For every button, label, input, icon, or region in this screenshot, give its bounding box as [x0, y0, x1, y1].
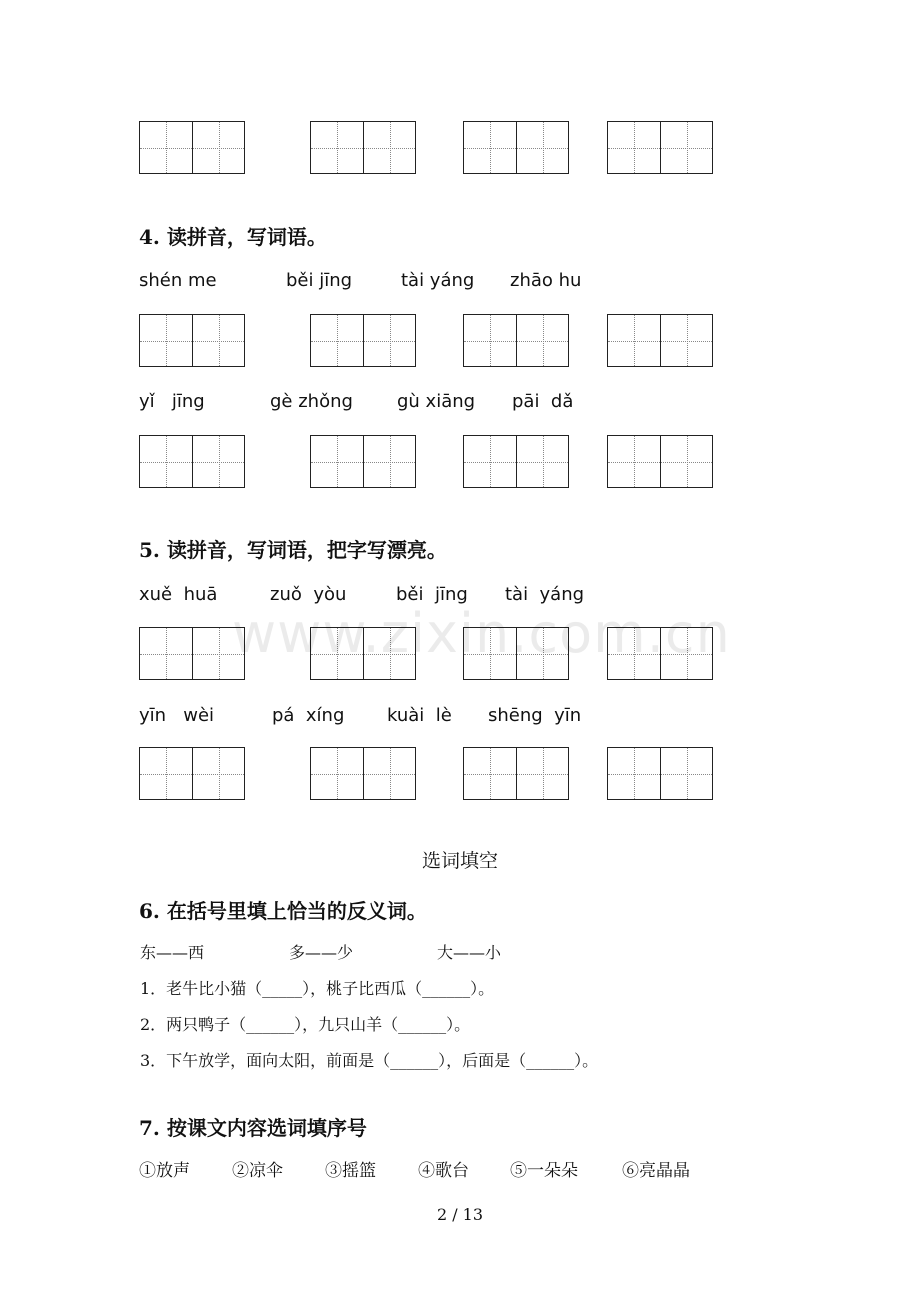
pinyin-label: běi jīng [286, 270, 353, 291]
question-5-title: 5. 读拼音，写词语，把字写漂亮。 [139, 538, 447, 562]
writing-cell [464, 748, 517, 799]
writing-grid [310, 747, 416, 800]
pinyin-label: yǐ jīng [139, 391, 205, 412]
writing-grid [139, 314, 245, 367]
writing-cell [517, 748, 568, 799]
pinyin-label: běi jīng [396, 584, 468, 605]
writing-cell [661, 122, 712, 173]
pinyin-label: pāi dǎ [512, 391, 574, 412]
writing-cell [608, 748, 661, 799]
question-4-title: 4. 读拼音，写词语。 [139, 225, 327, 249]
pinyin-label: kuài lè [387, 705, 452, 726]
writing-cell [608, 315, 661, 366]
writing-cell [140, 748, 193, 799]
writing-cell [140, 436, 193, 487]
antonym-pair: 多——少 [289, 943, 354, 962]
writing-grid [607, 435, 713, 488]
writing-cell [364, 315, 415, 366]
writing-grid [139, 627, 245, 680]
writing-grid [310, 314, 416, 367]
writing-cell [661, 315, 712, 366]
question-6-title: 6. 在括号里填上恰当的反义词。 [139, 899, 427, 923]
writing-cell [364, 436, 415, 487]
writing-cell [517, 122, 568, 173]
writing-grid [607, 747, 713, 800]
pinyin-label: xuě huā [139, 584, 218, 605]
writing-cell [661, 748, 712, 799]
antonym-pair: 大——小 [437, 943, 502, 962]
writing-cell [140, 122, 193, 173]
section-title: 选词填空 [421, 850, 498, 872]
pinyin-label: yīn wèi [139, 705, 215, 726]
writing-cell [311, 748, 364, 799]
option-item: ③摇篮 [325, 1161, 376, 1181]
watermark: www.zixin.com.cn [232, 602, 731, 665]
pinyin-label: gù xiāng [397, 391, 476, 412]
writing-cell [193, 315, 244, 366]
fill-in-line: 2．两只鸭子（______），九只山羊（______）。 [140, 1015, 471, 1034]
writing-grid [463, 435, 569, 488]
pinyin-label: pá xíng [272, 705, 345, 726]
pinyin-label: tài yáng [505, 584, 585, 605]
page-number: 2 / 13 [436, 1205, 484, 1224]
writing-grid [139, 747, 245, 800]
writing-grid [310, 435, 416, 488]
writing-grid [607, 314, 713, 367]
pinyin-label: zuǒ yòu [270, 584, 347, 605]
writing-cell [608, 122, 661, 173]
writing-cell [193, 436, 244, 487]
writing-grid [463, 121, 569, 174]
writing-cell [364, 748, 415, 799]
writing-cell [608, 436, 661, 487]
writing-grid [607, 121, 713, 174]
writing-cell [464, 315, 517, 366]
fill-in-line: 1．老牛比小猫（_____），桃子比西瓜（______）。 [140, 979, 495, 998]
writing-cell [311, 122, 364, 173]
writing-cell [140, 315, 193, 366]
writing-cell [311, 315, 364, 366]
writing-cell [193, 748, 244, 799]
pinyin-label: zhāo hu [510, 270, 582, 291]
pinyin-label: tài yáng [401, 270, 475, 291]
pinyin-label: shēng yīn [488, 705, 582, 726]
writing-cell [517, 436, 568, 487]
option-item: ⑤一朵朵 [510, 1161, 578, 1181]
writing-grid [310, 121, 416, 174]
writing-grid [463, 747, 569, 800]
option-item: ④歌台 [418, 1161, 469, 1181]
option-item: ①放声 [139, 1161, 190, 1181]
writing-grid [463, 314, 569, 367]
writing-grid [139, 435, 245, 488]
question-7-title: 7. 按课文内容选词填序号 [139, 1116, 367, 1140]
pinyin-label: shén me [139, 270, 217, 291]
writing-cell [193, 122, 244, 173]
fill-in-line: 3．下午放学，面向太阳，前面是（______），后面是（______）。 [140, 1051, 599, 1070]
writing-cell [464, 122, 517, 173]
option-item: ②凉伞 [232, 1161, 283, 1181]
writing-cell [140, 628, 193, 679]
pinyin-label: gè zhǒng [270, 391, 353, 412]
writing-cell [464, 436, 517, 487]
writing-cell [661, 436, 712, 487]
writing-cell [311, 436, 364, 487]
writing-cell [517, 315, 568, 366]
writing-cell [364, 122, 415, 173]
antonym-pair: 东——西 [140, 943, 205, 962]
option-item: ⑥亮晶晶 [622, 1161, 690, 1181]
writing-grid [139, 121, 245, 174]
